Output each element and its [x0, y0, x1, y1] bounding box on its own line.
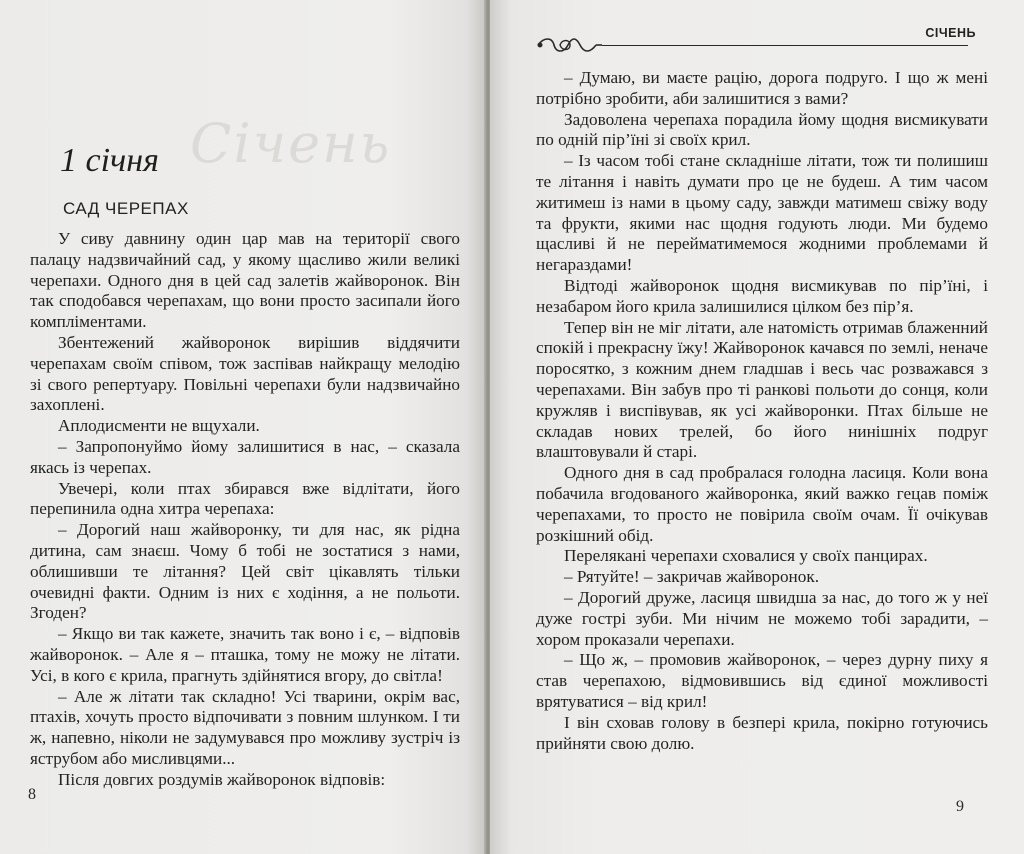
page-number-left: 8 [28, 786, 36, 803]
story-title: САД ЧЕРЕПАХ [63, 199, 189, 218]
paragraph: І він сховав голову в безпері крила, покірно готуючись прийняти свою долю. [536, 712, 988, 753]
flourish-ornament-icon [536, 33, 604, 62]
ghost-month-watermark: Січень [190, 112, 392, 175]
paragraph: Тепер він не міг літати, але натомість отримав блаженний спокій і прекрасну їжу! Жайворонок качався по землі, неначе поросятко, з кожним днем гладшав і весь час розважався з черепахами. Він забув про ті ранкові польоти до сонця, коли кружляв і виспівував, як усі жайворонки. Птах більше не складав нових трелей, бо його нинішніх подруг влаштовували й старі. [536, 317, 988, 462]
date-heading: 1 січня [60, 142, 159, 179]
paragraph: Відтоді жайворонок щодня висмикував по пір’їні, і незабаром його крила залишилися цілком без пір’я. [536, 275, 988, 316]
paragraph: Збентежений жайворонок вирішив віддячити черепахам своїм співом, тож заспівав найкращу мелодію зі свого репертуару. Повільні черепахи були надзвичайно захоплені. [30, 332, 460, 415]
paragraph: – Але ж літати так складно! Усі тварини, окрім вас, птахів, хочуть просто відпочивати з повним шлунком. І ти ж, напевно, ніколи не задумувався про можливу зустріч із яструбом або мисливцями... [30, 686, 460, 768]
paragraph: – Що ж, – промовив жайворонок, – через дурну пиху я став черепахою, відмовившись від єдиної можливості врятуватися – від крил! [536, 650, 988, 711]
page-number-right: 9 [956, 798, 964, 815]
paragraph: Перелякані черепахи сховалися у своїх панцирах. [564, 546, 928, 566]
paragraph: – Рятуйте! – закричав жайворонок. [564, 567, 819, 587]
right-page [490, 0, 1024, 854]
paragraph: – Запропонуймо йому залишитися в нас, – сказала якась із черепах. [30, 436, 460, 477]
paragraph: Одного дня в сад пробралася голодна ласиця. Коли вона побачила вгодованого жайворонка, який важко гецав поміж черепахами, то просто не повірила своїм очам. Її очікував розкішний обід. [536, 463, 988, 545]
left-page-body [30, 229, 460, 791]
paragraph: – Якщо ви так кажете, значить так воно і є, – відповів жайворонок. – Але я – пташка, тому не можу не літати. Усі, в кого є крила, прагнуть здійнятися вгору, до світла! [30, 624, 460, 685]
running-head-rule [602, 45, 968, 46]
paragraph: Після довгих роздумів жайворонок відповів: [58, 769, 386, 789]
paragraph: – Дорогий друже, ласиця швидша за нас, до того ж у неї дуже гострі зуби. Ми нічим не можемо тобі зарадити, – хором проказали черепахи. [536, 587, 988, 649]
paragraph: Увечері, коли птах збирався вже відлітати, його перепинила одна хитра черепаха: [30, 478, 460, 519]
running-head: СІЧЕНЬ [925, 26, 976, 40]
paragraph: – Дорогий наш жайворонку, ти для нас, як рідна дитина, сам знаєш. Чому б тобі не зостатися з нами, облишивши те літання? Цей світ цікавлять тільки очевидні факти. Одним із них є ходіння, а не польоти. Згоден? [30, 520, 460, 623]
left-page [0, 0, 486, 854]
paragraph: Задоволена черепаха порадила йому щодня висмикувати по одній пір’їні зі своїх крил. [536, 109, 988, 150]
paragraph: – Із часом тобі стане складніше літати, тож ти полишиш те літання і навіть думати про це не будеш. А тим часом житимеш із нами в цьому саду, завжди матимеш свіжу воду та фрукти, якими нас щодня годують люди. Ми будемо щасливі й не перейматимемося жодними проблемами й негараздами! [536, 151, 988, 275]
paragraph: Аплодисменти не вщухали. [58, 416, 260, 436]
right-page-body [536, 68, 988, 754]
paragraph: – Думаю, ви маєте рацію, дорога подруго. І що ж мені потрібно зробити, аби залишитися з вами? [536, 68, 988, 108]
paragraph: У сиву давнину один цар мав на території свого палацу надзвичайний сад, у якому щасливо жили великі черепахи. Одного дня в цей сад залетів жайворонок. Він так сподобався черепахам, що вони просто засипали його компліментами. [30, 229, 460, 332]
